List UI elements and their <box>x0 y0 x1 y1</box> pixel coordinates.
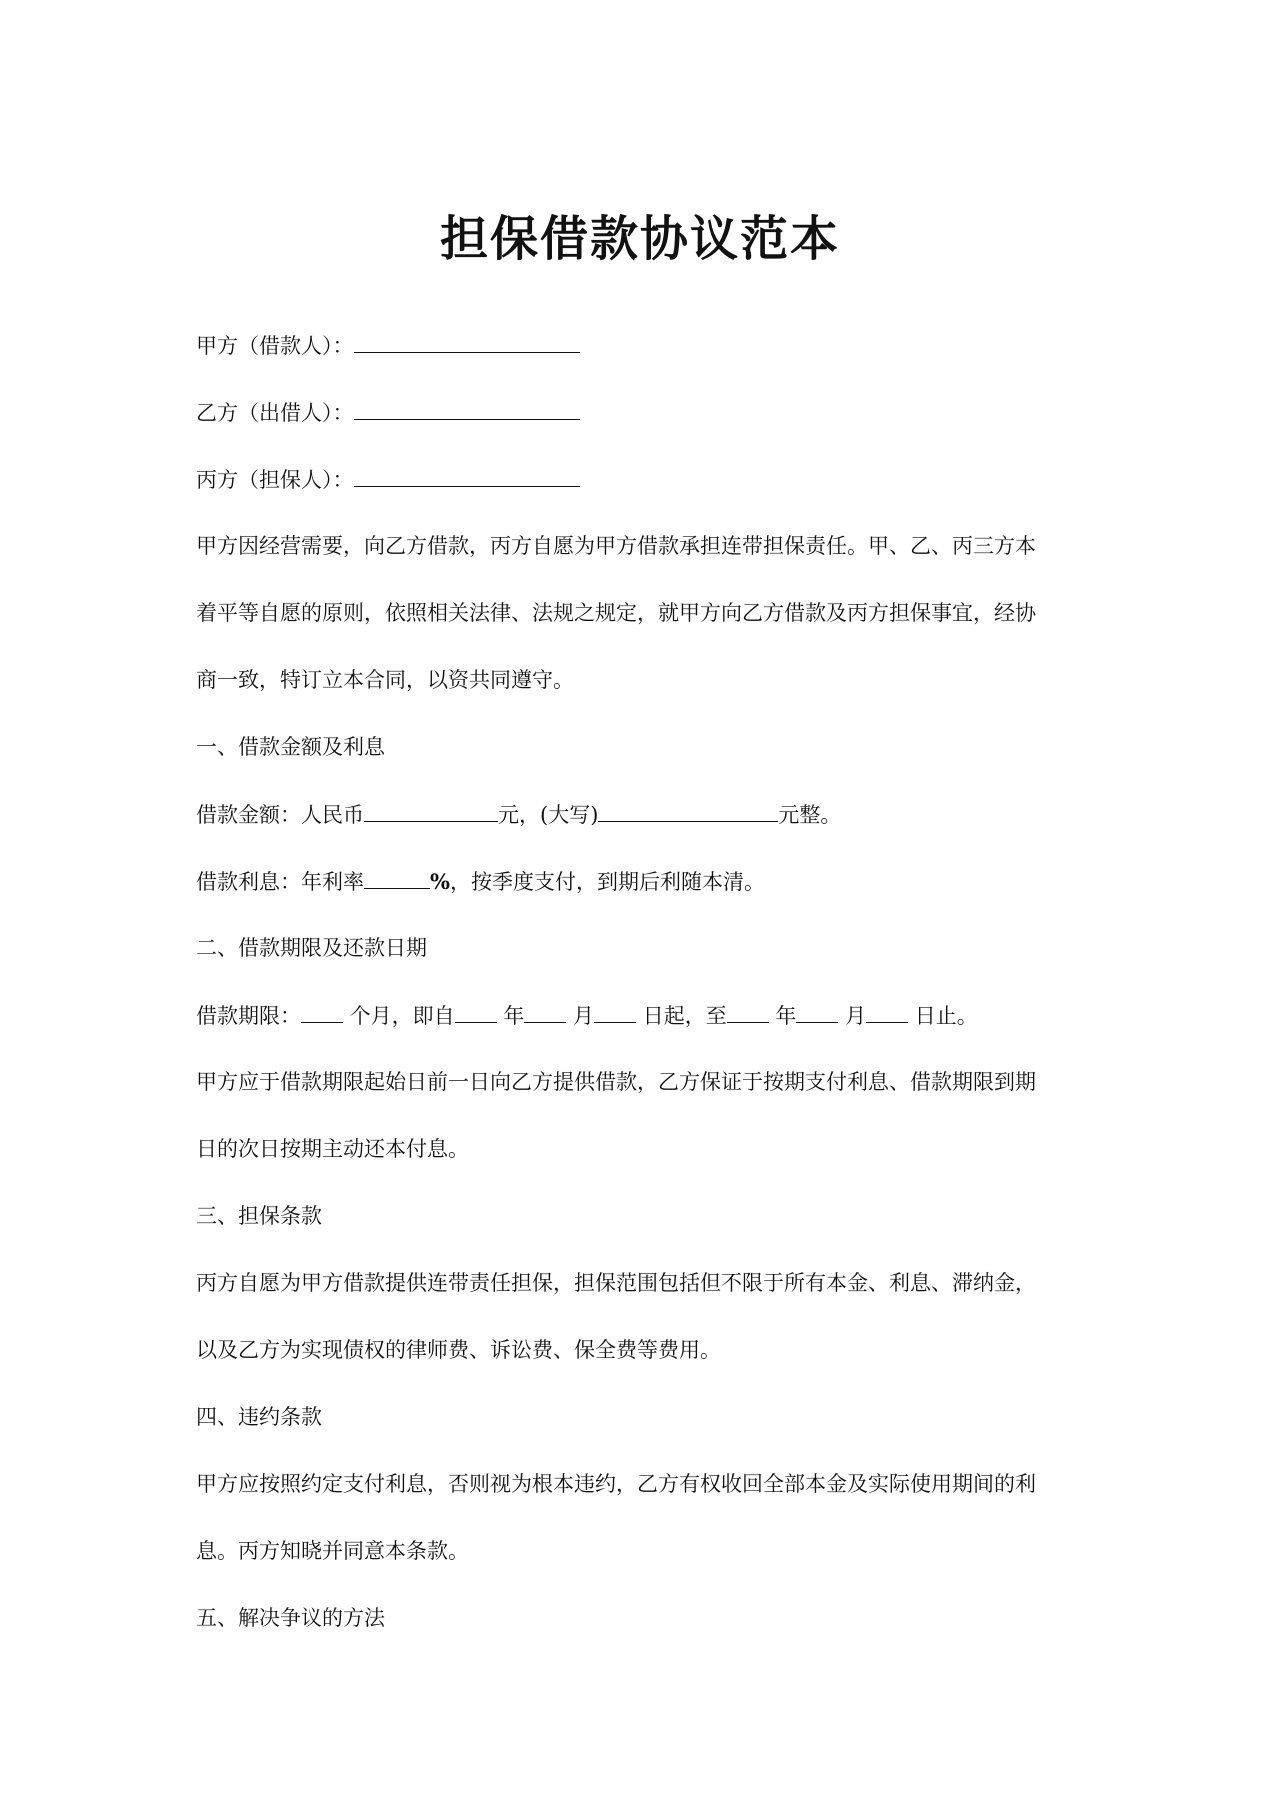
section1-heading: 一、借款金额及利息 <box>196 735 385 759</box>
amount-daxie: (大写) <box>540 803 599 827</box>
amount-yuan: 元， <box>498 803 540 827</box>
party-b-blank <box>354 397 580 420</box>
party-a-label: 甲方（借款人）： <box>196 334 354 358</box>
end-month-unit: 月 <box>838 1004 867 1028</box>
interest-rest: ，按季度支付，到期后利随本清。 <box>449 870 765 894</box>
party-c-line <box>196 464 580 495</box>
intro-line: 着平等自愿的原则，依照相关法律、法规之规定，就甲方向乙方借款及丙方担保事宜，经协 <box>196 601 1036 625</box>
section3-text: 丙方自愿为甲方借款提供连带责任担保，担保范围包括但不限于所有本金、利息、滞纳金， <box>196 1271 1036 1295</box>
start-year-blank <box>455 1000 497 1023</box>
interest-label: 借款利息：年利率 <box>196 870 364 894</box>
interest-line <box>196 866 765 897</box>
party-a-blank <box>354 330 580 353</box>
section2-text: 甲方应于借款期限起始日前一日向乙方提供借款，乙方保证于按期支付利息、借款期限到期 <box>196 1070 1036 1094</box>
start-year-unit: 年 <box>496 1004 525 1028</box>
end-month-blank <box>796 1000 838 1023</box>
start-day-blank <box>594 1000 636 1023</box>
start-month-unit: 月 <box>566 1004 595 1028</box>
end-year-unit: 年 <box>768 1004 797 1028</box>
section3-text: 以及乙方为实现债权的律师费、诉讼费、保全费等费用。 <box>196 1338 721 1362</box>
interest-rate-blank <box>364 866 430 889</box>
section4-text: 息。丙方知晓并同意本条款。 <box>196 1539 469 1563</box>
section4-heading: 四、违约条款 <box>196 1405 322 1429</box>
term-label: 借款期限： <box>196 1004 301 1028</box>
party-c-label: 丙方（担保人）： <box>196 468 354 492</box>
party-b-label: 乙方（出借人）： <box>196 401 354 425</box>
start-day-unit: 日起，至 <box>636 1004 727 1028</box>
party-c-blank <box>354 464 580 487</box>
section2-text: 日的次日按期主动还本付息。 <box>196 1137 469 1161</box>
amount-end: 元整。 <box>778 803 842 827</box>
section3-heading: 三、担保条款 <box>196 1204 322 1228</box>
amount-number-blank <box>364 799 498 822</box>
term-months-blank <box>301 1000 343 1023</box>
start-month-blank <box>524 1000 566 1023</box>
section2-heading: 二、借款期限及还款日期 <box>196 936 427 960</box>
loan-amount-line <box>196 799 841 830</box>
party-a-line <box>196 330 580 361</box>
section5-heading: 五、解决争议的方法 <box>196 1606 385 1630</box>
party-b-line <box>196 397 580 428</box>
section4-text: 甲方应按照约定支付利息，否则视为根本违约，乙方有权收回全部本金及实际使用期间的利 <box>196 1472 1036 1496</box>
document-title: 担保借款协议范本 <box>439 211 840 267</box>
amount-label: 借款金额：人民币 <box>196 803 364 827</box>
intro-line: 甲方因经营需要，向乙方借款，丙方自愿为甲方借款承担连带担保责任。甲、乙、丙三方本 <box>196 534 1036 558</box>
end-day-blank <box>866 1000 908 1023</box>
percent-sign: % <box>430 869 450 894</box>
amount-daxie-blank <box>598 799 778 822</box>
term-month-unit: 个月，即自 <box>343 1004 455 1028</box>
end-day-unit: 日止。 <box>908 1004 978 1028</box>
intro-line: 商一致，特订立本合同，以资共同遵守。 <box>196 668 574 692</box>
end-year-blank <box>727 1000 769 1023</box>
loan-term-line <box>196 1000 978 1031</box>
